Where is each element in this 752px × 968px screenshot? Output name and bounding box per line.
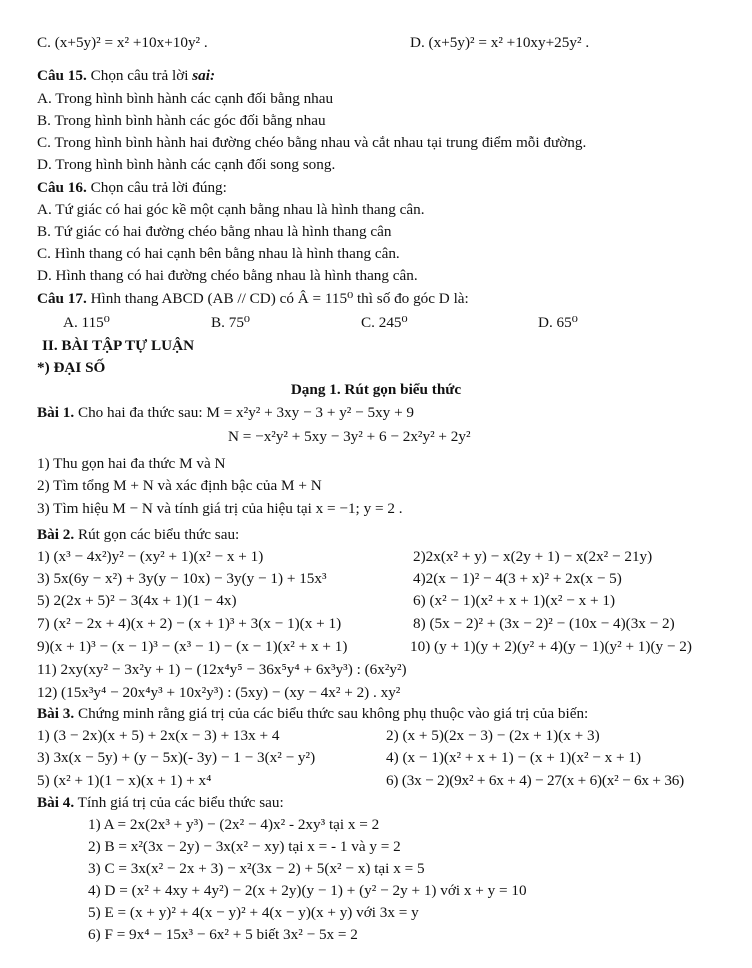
- bai4-label: Bài 4.: [37, 794, 75, 811]
- q17-prompt: Hình thang ABCD (AB // CD) có Â = 115⁰ thì số đo góc D là:: [90, 290, 469, 307]
- bai2-label: Bài 2.: [37, 526, 75, 543]
- bai3-label: Bài 3.: [37, 705, 75, 722]
- q15-prompt: Chọn câu trả lời: [90, 67, 189, 84]
- bai1-item-1: 1) Thu gọn hai đa thức M và N: [37, 455, 226, 472]
- q15-question: [37, 65, 215, 87]
- bai3-intro: [37, 703, 588, 725]
- bai3-item: 6) (3x − 2)(9x² + 6x + 4) − 27(x + 6)(x² − 6x + 36): [386, 772, 685, 789]
- q15-emphasis: sai:: [192, 67, 216, 84]
- bai1-intro: [37, 402, 414, 424]
- q15-option-c: C. Trong hình bình hành hai đường chéo bằng nhau và cắt nhau tại trung điểm mỗi đường.: [37, 134, 587, 151]
- bai1-n-expression: N = −x²y² + 5xy − 3y² + 6 − 2x²y² + 2y²: [228, 428, 471, 445]
- q16-question: [37, 177, 227, 199]
- q16-option-b: B. Tứ giác có hai đường chéo bằng nhau là hình thang cân: [37, 223, 392, 240]
- bai2-item-12: 12) (15x³y⁴ − 20x⁴y³ + 10x²y³) : (5xy) − (xy − 4x² + 2) . xy²: [37, 684, 401, 701]
- bai2-item: 6) (x² − 1)(x² + x + 1)(x² − x + 1): [413, 592, 615, 609]
- bai1-item-2: 2) Tìm tổng M + N và xác định bậc của M + N: [37, 477, 322, 494]
- form-heading: Dạng 1. Rút gọn biểu thức: [290, 381, 462, 398]
- q15-option-a: A. Trong hình bình hành các cạnh đối bằng nhau: [37, 90, 334, 107]
- bai2-prompt: Rút gọn các biểu thức sau:: [77, 526, 240, 543]
- q17-label: Câu 17.: [37, 290, 87, 307]
- bai2-item: 5) 2(2x + 5)² − 3(4x + 1)(1 − 4x): [37, 592, 237, 609]
- q16-option-d: D. Hình thang có hai đường chéo bằng nhau là hình thang cân.: [37, 267, 418, 284]
- bai2-item: 10) (y + 1)(y + 2)(y² + 4)(y − 1)(y² + 1)(y − 2): [410, 638, 692, 655]
- q17-option-b: B. 75⁰: [211, 314, 250, 331]
- bai4-item-5: 5) E = (x + y)² + 4(x − y)² + 4(x − y)(x + y) với 3x = y: [88, 904, 419, 921]
- q17-question: [37, 288, 469, 310]
- q15-option-d: D. Trong hình bình hành các cạnh đối song song.: [37, 156, 336, 173]
- q17-option-c: C. 245⁰: [361, 314, 408, 331]
- q16-option-a: A. Tứ giác có hai góc kề một cạnh bằng nhau là hình thang cân.: [37, 201, 425, 218]
- bai3-item: 3) 3x(x − 5y) + (y − 5x)(- 3y) − 1 − 3(x² − y²): [37, 749, 316, 766]
- q16-option-c: C. Hình thang có hai cạnh bên bằng nhau là hình thang cân.: [37, 245, 400, 262]
- q16-prompt: Chọn câu trả lời đúng:: [90, 179, 227, 196]
- q17-option-d: D. 65⁰: [538, 314, 578, 331]
- bai2-item: 4)2(x − 1)² − 4(3 + x)² + 2x(x − 5): [413, 570, 622, 587]
- bai2-item: 9)(x + 1)³ − (x − 1)³ − (x³ − 1) − (x − 1)(x² + x + 1): [37, 638, 348, 655]
- bai3-prompt: Chứng minh rằng giá trị của các biểu thức sau không phụ thuộc vào giá trị của biến:: [77, 705, 589, 722]
- bai1-label: Bài 1.: [37, 404, 75, 421]
- bai3-item: 4) (x − 1)(x² + x + 1) − (x + 1)(x² − x + 1): [386, 749, 642, 766]
- bai4-item-4: 4) D = (x² + 4xy + 4y²) − 2(x + 2y)(y − 1) + (y² − 2y + 1) với x + y = 10: [88, 882, 527, 899]
- bai2-item: 7) (x² − 2x + 4)(x + 2) − (x + 1)³ + 3(x − 1)(x + 1): [37, 615, 342, 632]
- q17-option-a: A. 115⁰: [63, 314, 110, 331]
- bai3-item: 5) (x² + 1)(1 − x)(x + 1) + x⁴: [37, 772, 212, 789]
- bai2-item: 3) 5x(6y − x²) + 3y(y − 10x) − 3y(y − 1) + 15x³: [37, 570, 327, 587]
- q16-label: Câu 16.: [37, 179, 87, 196]
- bai4-item-2: 2) B = x²(3x − 2y) − 3x(x² − xy) tại x = - 1 và y = 2: [88, 838, 401, 855]
- bai1-m-expression: Cho hai đa thức sau: M = x²y² + 3xy − 3 + y² − 5xy + 9: [77, 404, 415, 421]
- bai3-item: 1) (3 − 2x)(x + 5) + 2x(x − 3) + 13x + 4: [37, 727, 280, 744]
- section-subtitle: *) ĐẠI SỐ: [37, 359, 106, 376]
- bai2-intro: [37, 524, 239, 546]
- bai4-item-1: 1) A = 2x(2x³ + y³) − (2x² − 4)x² - 2xy³ tại x = 2: [88, 816, 380, 833]
- q14-option-c: C. (x+5y)² = x² +10x+10y² .: [37, 34, 208, 51]
- bai4-item-3: 3) C = 3x(x² − 2x + 3) − x²(3x − 2) + 5(x² − x) tại x = 5: [88, 860, 425, 877]
- bai2-item: 2)2x(x² + y) − x(2y + 1) − x(2x² − 21y): [413, 548, 653, 565]
- bai3-item: 2) (x + 5)(2x − 3) − (2x + 1)(x + 3): [386, 727, 600, 744]
- bai2-item: 8) (5x − 2)² + (3x − 2)² − (10x − 4)(3x − 2): [413, 615, 675, 632]
- q15-option-b: B. Trong hình bình hành các góc đối bằng nhau: [37, 112, 326, 129]
- bai4-item-6: 6) F = 9x⁴ − 15x³ − 6x² + 5 biết 3x² − 5x = 2: [88, 926, 358, 943]
- q14-option-d: D. (x+5y)² = x² +10xy+25y² .: [410, 34, 590, 51]
- bai1-item-3: 3) Tìm hiệu M − N và tính giá trị của hiệu tại x = −1; y = 2 .: [37, 500, 403, 517]
- bai4-intro: [37, 792, 284, 814]
- section-title: II. BÀI TẬP TỰ LUẬN: [42, 337, 195, 354]
- q15-label: Câu 15.: [37, 67, 87, 84]
- bai4-prompt: Tính giá trị của các biểu thức sau:: [77, 794, 284, 811]
- bai2-item: 1) (x³ − 4x²)y² − (xy² + 1)(x² − x + 1): [37, 548, 264, 565]
- bai2-item-11: 11) 2xy(xy² − 3x²y + 1) − (12x⁴y⁵ − 36x⁵y⁴ + 6x³y³) : (6x²y²): [37, 661, 407, 678]
